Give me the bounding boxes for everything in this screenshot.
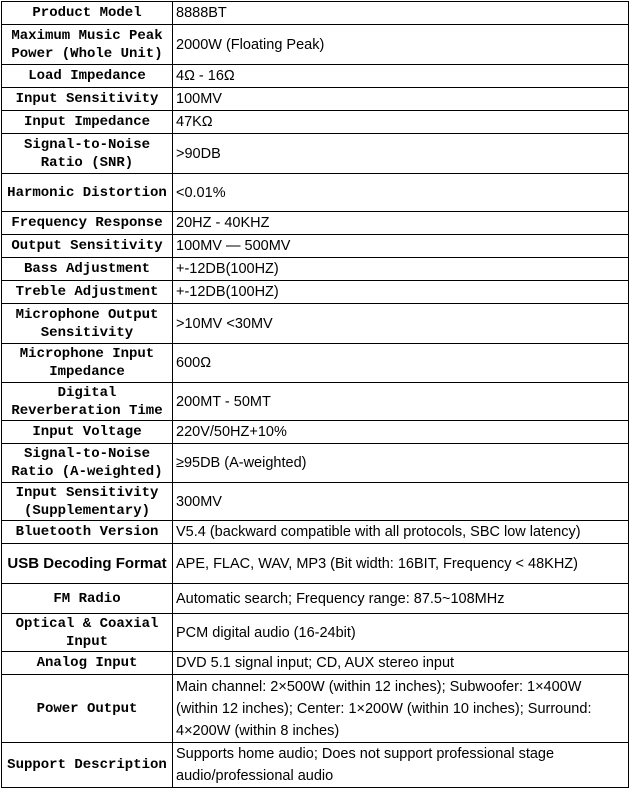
- spec-label: Analog Input: [2, 652, 173, 675]
- spec-label: Product Model: [2, 2, 173, 25]
- spec-label: Input Sensitivity (Supplementary): [2, 483, 173, 521]
- table-row: [2, 483, 629, 521]
- table-row: [2, 344, 629, 383]
- spec-value: ≥95DB (A-weighted): [173, 444, 629, 483]
- table-row: [2, 304, 629, 344]
- table-row: [2, 212, 629, 235]
- spec-label: Optical & Coaxial Input: [2, 614, 173, 652]
- spec-value: PCM digital audio (16-24bit): [173, 614, 629, 652]
- table-row: [2, 544, 629, 584]
- spec-label: Signal-to-Noise Ratio (SNR): [2, 134, 173, 174]
- spec-value: 47KΩ: [173, 111, 629, 134]
- table-row: [2, 25, 629, 65]
- spec-label: Load Impedance: [2, 65, 173, 88]
- spec-value: <0.01%: [173, 174, 629, 212]
- spec-value: 200MT - 50MT: [173, 383, 629, 421]
- spec-value: APE, FLAC, WAV, MP3 (Bit width: 16BIT, Frequency < 48KHZ): [173, 544, 629, 584]
- table-row: [2, 584, 629, 614]
- spec-label: Digital Reverberation Time: [2, 383, 173, 421]
- table-row: [2, 134, 629, 174]
- spec-value: >10MV <30MV: [173, 304, 629, 344]
- spec-value: +-12DB(100HZ): [173, 258, 629, 281]
- spec-label: Signal-to-Noise Ratio (A-weighted): [2, 444, 173, 483]
- spec-value: Main channel: 2×500W (within 12 inches); Subwoofer: 1×400W (within 12 inches); Center: 1×200W (within 10 inches); Surround: 4×200W (within 8 inches): [173, 675, 629, 743]
- table-row: [2, 174, 629, 212]
- table-row: [2, 258, 629, 281]
- spec-label: Input Sensitivity: [2, 88, 173, 111]
- table-row: [2, 281, 629, 304]
- spec-value: 4Ω - 16Ω: [173, 65, 629, 88]
- spec-label: Harmonic Distortion: [2, 174, 173, 212]
- spec-value: Automatic search; Frequency range: 87.5~108MHz: [173, 584, 629, 614]
- table-row: [2, 743, 629, 788]
- spec-label: Support Description: [2, 743, 173, 788]
- spec-label: Bass Adjustment: [2, 258, 173, 281]
- spec-value: 100MV: [173, 88, 629, 111]
- spec-value: 20HZ - 40KHZ: [173, 212, 629, 235]
- spec-value: 600Ω: [173, 344, 629, 383]
- table-row: [2, 111, 629, 134]
- spec-label: Input Voltage: [2, 421, 173, 444]
- spec-value: 100MV — 500MV: [173, 235, 629, 258]
- table-row: [2, 235, 629, 258]
- spec-value: Supports home audio; Does not support professional stage audio/professional audio: [173, 743, 629, 788]
- spec-label: USB Decoding Format: [2, 544, 173, 584]
- spec-value: 300MV: [173, 483, 629, 521]
- spec-label: Bluetooth Version: [2, 521, 173, 544]
- table-row: [2, 675, 629, 743]
- spec-label: Output Sensitivity: [2, 235, 173, 258]
- table-row: [2, 2, 629, 25]
- spec-label: Power Output: [2, 675, 173, 743]
- spec-label: Frequency Response: [2, 212, 173, 235]
- spec-label: Microphone Input Impedance: [2, 344, 173, 383]
- table-row: [2, 88, 629, 111]
- spec-label: FM Radio: [2, 584, 173, 614]
- spec-label: Microphone Output Sensitivity: [2, 304, 173, 344]
- table-row: [2, 383, 629, 421]
- spec-label: Maximum Music Peak Power (Whole Unit): [2, 25, 173, 65]
- table-row: [2, 521, 629, 544]
- table-row: [2, 421, 629, 444]
- spec-label: Treble Adjustment: [2, 281, 173, 304]
- table-row: [2, 444, 629, 483]
- spec-value: +-12DB(100HZ): [173, 281, 629, 304]
- spec-table: [1, 1, 629, 788]
- table-row: [2, 652, 629, 675]
- spec-value: >90DB: [173, 134, 629, 174]
- spec-value: DVD 5.1 signal input; CD, AUX stereo input: [173, 652, 629, 675]
- spec-label: Input Impedance: [2, 111, 173, 134]
- table-row: [2, 65, 629, 88]
- spec-value: 220V/50HZ+10%: [173, 421, 629, 444]
- spec-value: V5.4 (backward compatible with all protocols, SBC low latency): [173, 521, 629, 544]
- table-row: [2, 614, 629, 652]
- spec-value: 8888BT: [173, 2, 629, 25]
- spec-value: 2000W (Floating Peak): [173, 25, 629, 65]
